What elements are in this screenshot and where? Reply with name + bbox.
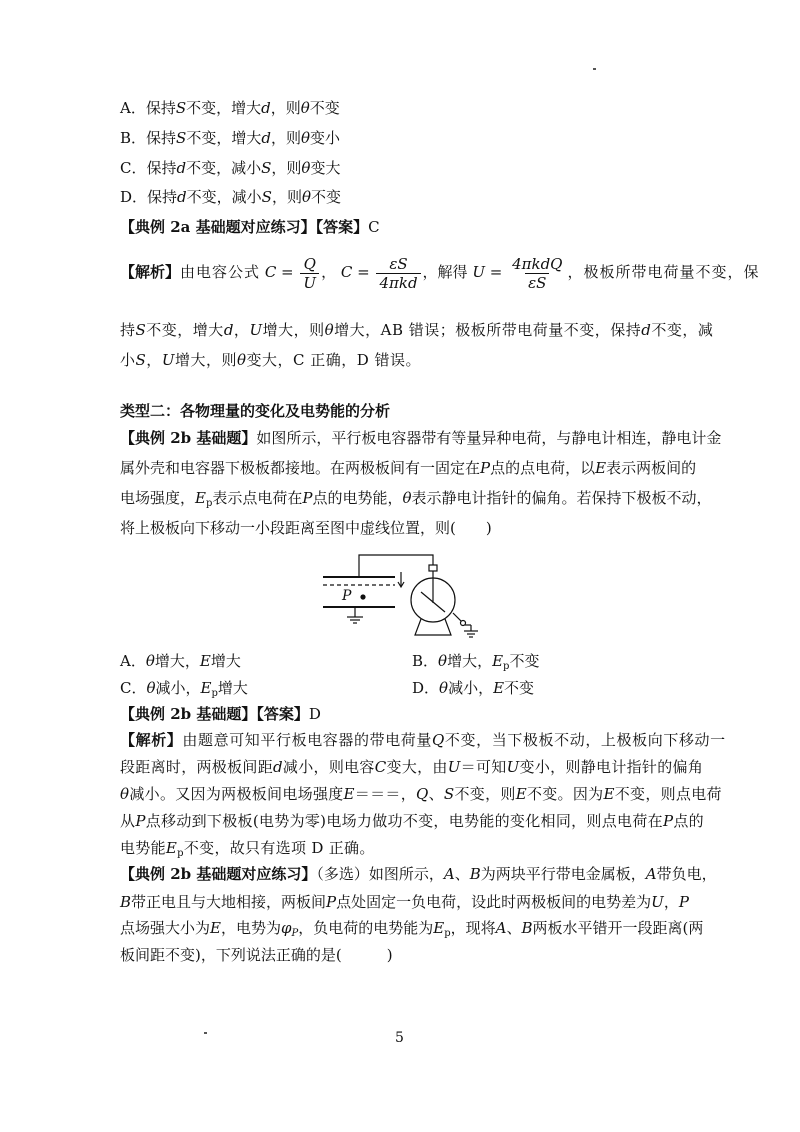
practice-2b-line3: 点场强大小为E，电势为$\varphi_P$，负电荷的电势能为$E_p$，现将A、B两板水平错开一段距离(两 <box>120 919 704 939</box>
example-2a-answer: 【典例 2a 基础题对应练习】【答案】C <box>120 218 380 236</box>
example-2b-answer: 【典例 2b 基础题】【答案】D <box>120 705 321 723</box>
option-d: D．保持d不变，减小S，则θ不变 <box>120 188 341 206</box>
option-2b-d: D．θ减小，E不变 <box>412 679 535 697</box>
point-charge-p <box>361 595 365 599</box>
formula-c-q-u: C = $\frac{Q}{U}$ <box>265 263 321 281</box>
analysis-2b-line3: θ减小。又因为两极板间电场强度E＝＝＝，Q、S不变，则E不变。因为E不变，则点电荷 <box>120 785 722 803</box>
formula-u: U = $\frac{\text{4πkdQ}}{\varepsilon S}$ <box>472 254 563 292</box>
example-2b-line3: 电场强度，$E_p$表示点电荷在P点的电势能，θ表示静电计指针的偏角。若保持下极板不动， <box>120 489 712 509</box>
scan-dot <box>593 68 596 70</box>
option-a: A．保持S不变，增大d，则θ不变 <box>120 99 340 117</box>
analysis-2b-line1: 【解析】由题意可知平行板电容器的带电荷量Q不变，当下极板不动，上极板向下移动一 <box>120 731 726 749</box>
analysis-2a-line3: 小S，U增大，则θ变大，C 正确，D 错误。 <box>120 351 422 369</box>
practice-2b-line4: 板间距不变)，下列说法正确的是( ) <box>120 946 393 964</box>
diagram-label-p: P <box>342 588 352 604</box>
analysis-2b-line5: 电势能$E_p$不变，故只有选项 D 正确。 <box>120 839 375 859</box>
analysis-2a-line1: 【解析】由电容公式 C = $\frac{Q}{U}$ ， C = $\frac{\varepsilon S}{\text{4πkd}}$ ，解得 U = $\frac{\text{4πkdQ}}{\varepsilon S}$ ，极板所带电荷量不变，保 <box>120 254 760 292</box>
analysis-2a-line2: 持S不变，增大d，U增大，则θ增大，AB 错误；极板所带电荷量不变，保持d不变，减 <box>120 321 714 339</box>
option-c: C．保持d不变，减小S，则θ变大 <box>120 159 341 177</box>
practice-2b-line1: 【典例 2b 基础题对应练习】（多选）如图所示，A、B为两块平行带电金属板，A带负电， <box>120 865 717 883</box>
example-2b-line2: 属外壳和电容器下极板都接地。在两极板间有一固定在P点的点电荷，以E表示两板间的 <box>120 459 697 477</box>
option-2b-a: A．θ增大，E增大 <box>120 652 241 670</box>
practice-2b-line2: B带正电且与大地相接，两板间P点处固定一负电荷，设此时两极板间的电势差为U，P <box>120 893 689 911</box>
scan-dot <box>204 1032 207 1034</box>
example-2b-line4: 将上极板向下移动一小段距离至图中虚线位置，则( ) <box>120 519 492 537</box>
formula-c-es-4pikd: C = $\frac{\varepsilon S}{\text{4πkd}}$ <box>341 263 423 281</box>
example-2b-line1: 【典例 2b 基础题】如图所示，平行板电容器带有等量异种电荷，与静电计相连，静电计金 <box>120 429 722 447</box>
option-b: B．保持S不变，增大d，则θ变小 <box>120 129 340 147</box>
electroscope-knob <box>429 565 437 571</box>
option-2b-b: B．θ增大，$E_p$不变 <box>412 652 540 672</box>
option-2b-c: C．θ减小，$E_p$增大 <box>120 679 248 699</box>
section-heading-type2: 类型二：各物理量的变化及电势能的分析 <box>120 402 391 420</box>
page-number: 5 <box>395 1030 404 1046</box>
connecting-wire <box>359 555 433 577</box>
analysis-2b-line2: 段距离时，两极板间距d减小，则电容C变大，由U＝可知U变小，则静电计指针的偏角 <box>120 758 704 776</box>
capacitor-electroscope-diagram <box>315 545 485 645</box>
analysis-2b-line4: 从P点移动到下极板(电势为零)电场力做功不变，电势能的变化相同，则点电荷在P点的 <box>120 812 704 830</box>
